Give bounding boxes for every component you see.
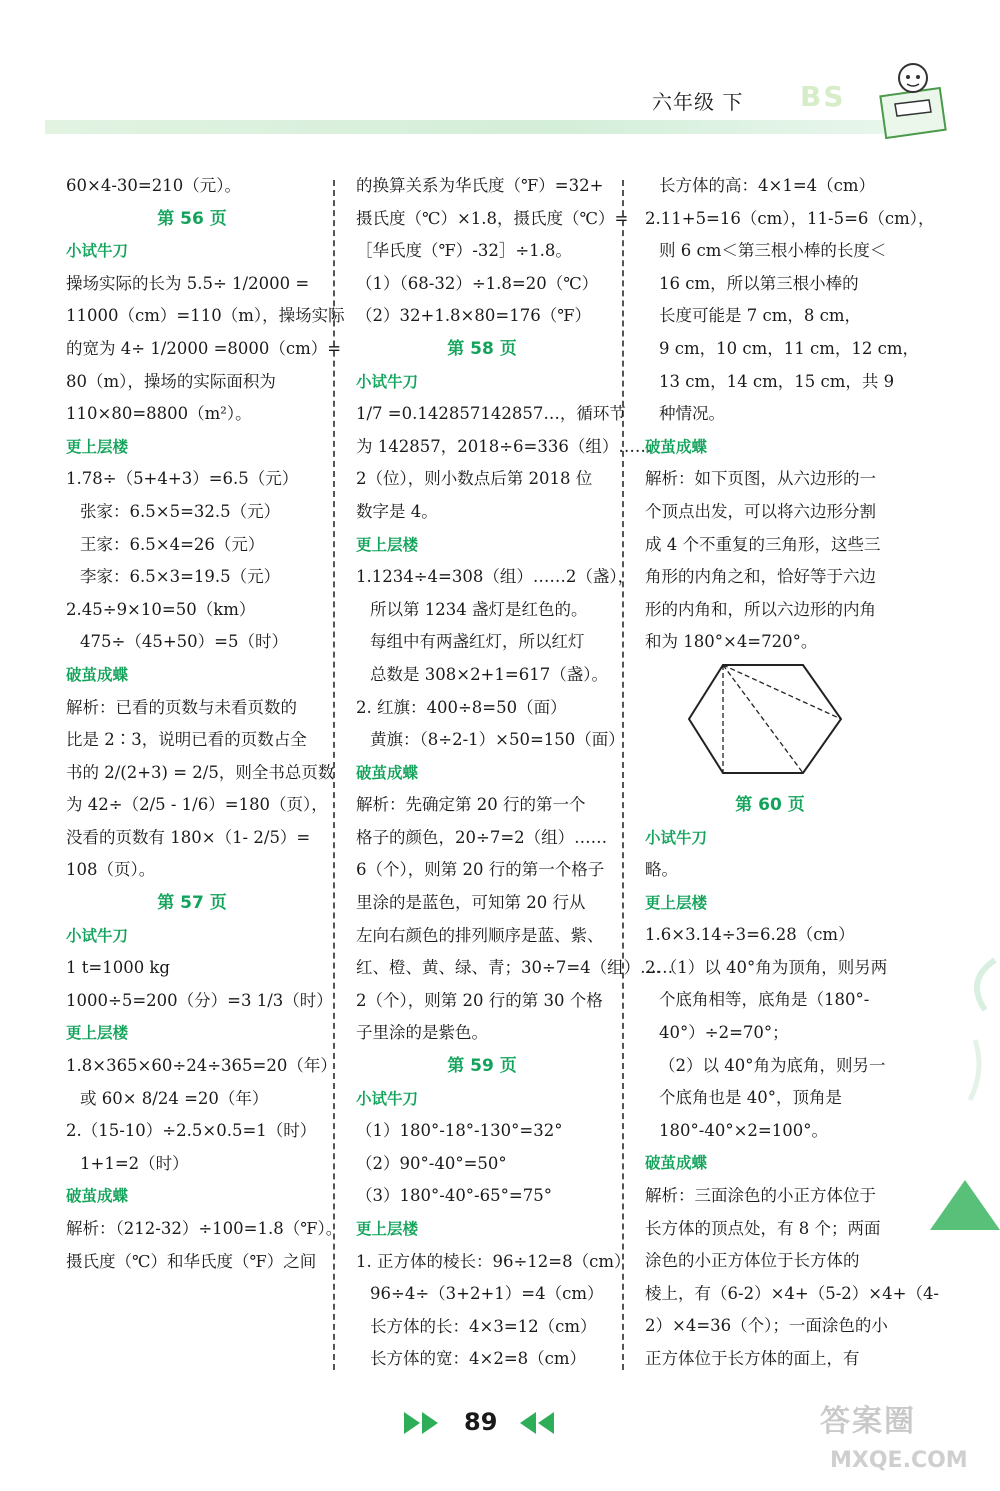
page-heading: 第 59 页 xyxy=(447,1056,517,1077)
section-heading: 小试牛刀 xyxy=(66,242,129,261)
answer-line: 2.45÷9×10=50（km） xyxy=(66,599,256,619)
section-heading: 小试牛刀 xyxy=(356,372,419,391)
answer-line: 96÷4÷（3+2+1）=4（cm） xyxy=(370,1284,604,1304)
answer-line: 1.6×3.14÷3=6.28（cm） xyxy=(645,925,855,945)
answer-line: 60×4-30=210（元）。 xyxy=(66,176,241,195)
answer-line: （3）180°-40°-65°=75° xyxy=(356,1186,552,1206)
arrow-left-icon xyxy=(518,1410,560,1436)
answer-line: 475÷（45+50）=5（时） xyxy=(80,632,288,652)
answer-line: 张家：6.5×5=32.5（元） xyxy=(80,501,281,521)
section-heading: 更上层楼 xyxy=(66,1024,129,1043)
answer-line: 长度可能是 7 cm，8 cm， xyxy=(659,306,862,326)
answer-line: 2.（1）以 40°角为顶角，则另两 xyxy=(645,957,888,977)
header-band xyxy=(45,120,890,134)
answer-line: 解析：（212-32）÷100=1.8（℉）。 xyxy=(66,1219,343,1238)
section-heading: 小试牛刀 xyxy=(66,926,129,945)
section-heading: 小试牛刀 xyxy=(356,1089,419,1108)
answer-line: 1.1234÷4=308（组）……2（盏）， xyxy=(356,567,635,587)
page-heading: 第 56 页 xyxy=(157,208,227,229)
answer-line: 16 cm，所以第三根小棒的 xyxy=(659,273,859,293)
answer-line: 108（页）。 xyxy=(66,860,156,880)
answer-line: 则 6 cm＜第三根小棒的长度＜ xyxy=(659,241,887,261)
hexagon-diagram xyxy=(645,659,895,789)
answer-line: 角形的内角之和，恰好等于六边 xyxy=(645,567,876,587)
answer-column-1 xyxy=(66,170,345,1278)
answer-line: 总数是 308×2+1=617（盏）。 xyxy=(370,664,608,684)
answer-line: 操场实际的长为 5.5÷ 1/2000 = xyxy=(66,273,310,293)
mascot-icon xyxy=(865,52,965,142)
answer-line: ［华氏度（℉）-32］÷1.8。 xyxy=(356,241,572,261)
section-heading: 小试牛刀 xyxy=(645,828,708,847)
answer-line: 长方体的高：4×1=4（cm） xyxy=(659,176,876,195)
answer-line: 红、橙、黄、绿、青；30÷7=4（组）…… xyxy=(356,958,674,978)
answer-line: 2（位），则小数点后第 2018 位 xyxy=(356,469,593,489)
answer-line: 1.78÷（5+4+3）=6.5（元） xyxy=(66,469,299,489)
answer-line: 长方体的顶点处，有 8 个；两面 xyxy=(645,1218,881,1238)
section-heading: 破茧成蝶 xyxy=(356,763,419,782)
answer-line: 2）×4=36（个）；一面涂色的小 xyxy=(645,1316,888,1336)
answer-line: 2. 红旗：400÷8=50（面） xyxy=(356,697,567,717)
answer-line: 子里涂的是紫色。 xyxy=(356,1023,488,1043)
page-footer xyxy=(400,1400,600,1444)
answer-line: 40°）÷2=70°； xyxy=(659,1023,789,1043)
section-heading: 更上层楼 xyxy=(66,437,129,456)
answer-line: 解析：三面涂色的小正方体位于 xyxy=(645,1186,876,1206)
section-heading: 更上层楼 xyxy=(356,535,419,554)
answer-line: 没看的页数有 180×（1- 2/5）= xyxy=(66,827,311,847)
answer-line: 的宽为 4÷ 1/2000 =8000（cm）= xyxy=(66,338,342,358)
green-triangle-decoration xyxy=(925,1175,1000,1265)
answer-line: 左向右颜色的排列顺序是蓝、紫、 xyxy=(356,925,604,945)
answer-line: 或 60× 8/24 =20（年） xyxy=(80,1088,269,1108)
column-divider-2 xyxy=(622,180,624,1370)
section-heading: 更上层楼 xyxy=(645,893,708,912)
section-heading: 破茧成蝶 xyxy=(66,665,129,684)
section-heading: 破茧成蝶 xyxy=(66,1187,129,1206)
answer-line: 每组中有两盏红灯，所以红灯 xyxy=(370,632,585,652)
answer-line: 解析：已看的页数与未看页数的 xyxy=(66,697,297,717)
answer-line: 180°-40°×2=100°。 xyxy=(659,1120,828,1140)
answer-line: 为 42÷（2/5 - 1/6）=180（页）， xyxy=(66,795,328,815)
answer-line: 1.8×365×60÷24÷365=20（年） xyxy=(66,1056,337,1076)
answer-line: （2）90°-40°=50° xyxy=(356,1153,507,1173)
edition-label: BS xyxy=(800,80,846,113)
answer-line: 种情况。 xyxy=(659,404,725,424)
answer-line: 80（m），操场的实际面积为 xyxy=(66,371,276,391)
answer-line: 11000（cm）=110（m），操场实际 xyxy=(66,306,345,326)
answer-line: 2.（15-10）÷2.5×0.5=1（时） xyxy=(66,1121,317,1141)
answer-line: 涂色的小正方体位于长方体的 xyxy=(645,1251,860,1271)
answer-line: （2）32+1.8×80=176（℉） xyxy=(356,306,591,326)
answer-line: 解析：先确定第 20 行的第一个 xyxy=(356,795,586,815)
answer-line: （1）180°-18°-130°=32° xyxy=(356,1121,563,1141)
arrow-right-icon xyxy=(402,1410,444,1436)
answer-line: 个底角也是 40°，顶角是 xyxy=(659,1088,842,1108)
answer-line: 黄旗：（8÷2-1）×50=150（面） xyxy=(370,730,625,750)
answer-line: 格子的颜色，20÷7=2（组）…… xyxy=(356,827,608,847)
page-heading: 第 58 页 xyxy=(447,338,517,359)
page-heading: 第 60 页 xyxy=(735,794,805,815)
answer-line: 2（个），则第 20 行的第 30 个格 xyxy=(356,990,603,1010)
answer-line: 9 cm，10 cm，11 cm，12 cm， xyxy=(659,338,920,358)
answer-line: 书的 2/(2+3) = 2/5，则全书总页数 xyxy=(66,762,335,782)
answer-line: 棱上，有（6-2）×4+（5-2）×4+（4- xyxy=(645,1283,940,1303)
page-number: 89 xyxy=(464,1408,498,1436)
section-heading: 破茧成蝶 xyxy=(645,437,708,456)
answer-line: 2.11+5=16（cm），11-5=6（cm）， xyxy=(645,208,935,228)
answer-column-2 xyxy=(356,170,674,1376)
answer-line: 长方体的长：4×3=12（cm） xyxy=(370,1316,597,1336)
answer-line: 13 cm，14 cm，15 cm，共 9 xyxy=(659,371,895,391)
answer-line: 数字是 4。 xyxy=(356,501,438,521)
page-heading: 第 57 页 xyxy=(157,893,227,914)
answer-line: 形的内角和，所以六边形的内角 xyxy=(645,599,876,619)
watermark-logo: 答案圈 xyxy=(820,1404,916,1439)
answer-line: 比是 2∶3，说明已看的页数占全 xyxy=(66,730,307,750)
grade-label: 六年级 下 xyxy=(652,90,744,114)
side-swirl-decoration xyxy=(955,950,1000,1110)
section-heading: 更上层楼 xyxy=(356,1220,419,1238)
watermark-url: MXQE.COM xyxy=(830,1448,968,1473)
answer-line: 为 142857，2018÷6=336（组）…… xyxy=(356,436,652,456)
answer-line: 和为 180°×4=720°。 xyxy=(645,632,818,652)
answer-line: 1/7 =0.142857142857…，循环节 xyxy=(356,404,626,424)
answer-line: 王家：6.5×4=26（元） xyxy=(80,534,265,554)
answer-line: 的换算关系为华氏度（℉）=32+ xyxy=(356,176,604,195)
answer-line: 110×80=8800（m²）。 xyxy=(66,404,252,424)
answer-line: 个顶点出发，可以将六边形分割 xyxy=(645,501,876,521)
answer-line: 1000÷5=200（分）=3 1/3（时） xyxy=(66,990,333,1010)
answer-line: 李家：6.5×3=19.5（元） xyxy=(80,567,281,587)
answer-line: 成 4 个不重复的三角形，这些三 xyxy=(645,534,881,554)
answer-line: 正方体位于长方体的面上，有 xyxy=(645,1349,860,1368)
answer-line: 长方体的宽：4×2=8（cm） xyxy=(370,1349,587,1369)
answer-line: 个底角相等，底角是（180°- xyxy=(659,990,870,1010)
answer-line: （2）以 40°角为底角，则另一 xyxy=(659,1055,886,1075)
answer-line: 摄氏度（℃）×1.8，摄氏度（℃）= xyxy=(356,208,629,228)
answer-line: 所以第 1234 盏灯是红色的。 xyxy=(370,599,588,619)
answer-column-3 xyxy=(645,170,940,1376)
answer-line: （1）（68-32）÷1.8=20（℃） xyxy=(356,273,599,293)
answer-line: 1 t=1000 kg xyxy=(66,958,170,978)
answer-line: 1+1=2（时） xyxy=(80,1153,189,1173)
section-heading: 破茧成蝶 xyxy=(645,1154,708,1173)
answer-line: 1. 正方体的棱长：96÷12=8（cm） xyxy=(356,1251,631,1271)
answer-line: 略。 xyxy=(645,860,678,880)
answer-line: 里涂的是蓝色，可知第 20 行从 xyxy=(356,893,586,913)
answer-line: 6（个），则第 20 行的第一个格子 xyxy=(356,860,605,880)
answer-line: 解析：如下页图，从六边形的一 xyxy=(645,469,876,489)
answer-line: 摄氏度（℃）和华氏度（℉）之间 xyxy=(66,1251,317,1271)
